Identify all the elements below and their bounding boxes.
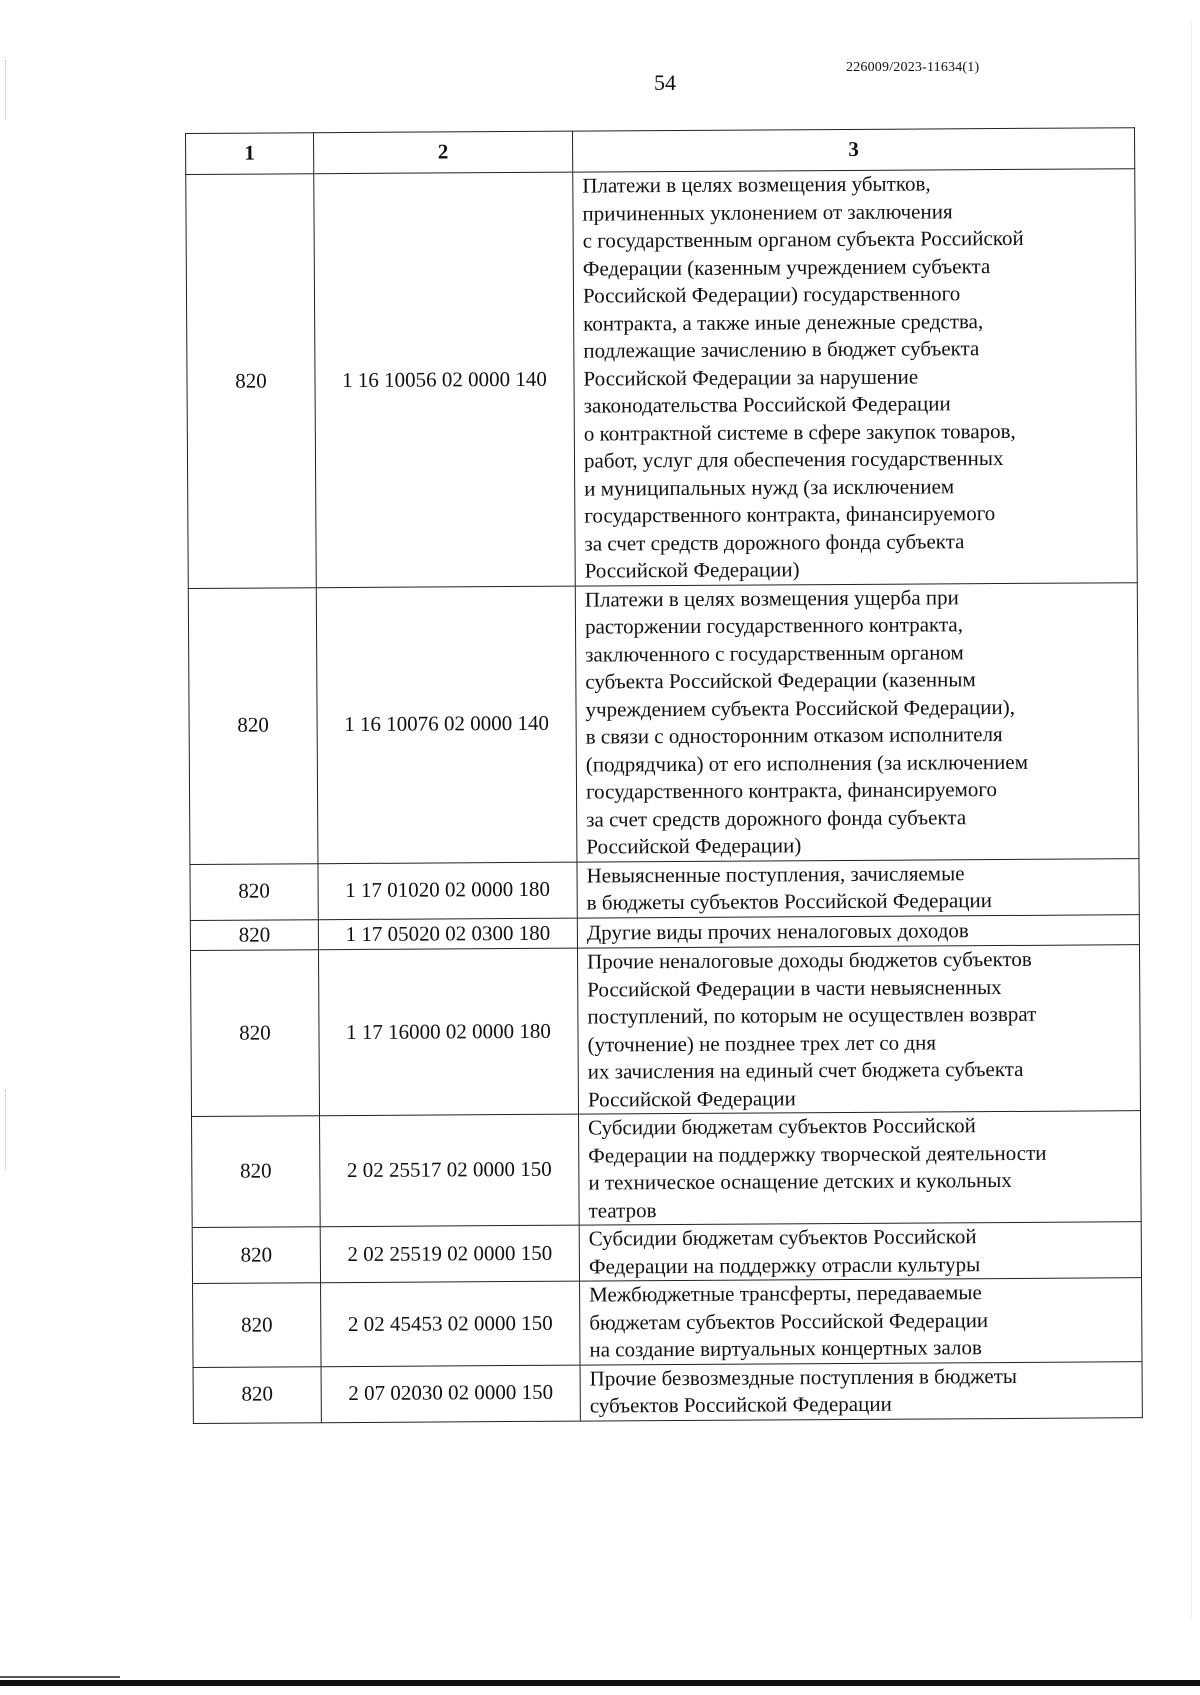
description-line: в бюджеты субъектов Российской Федерации [586,888,993,915]
description-line: и техническое оснащение детских и кукольных [588,1167,1012,1195]
description-line: их зачисления на единый счет бюджета субъекта [587,1056,1024,1084]
budget-classification-code-cell: 2 02 25517 02 0000 150 [320,1114,580,1227]
table-header-row [186,128,1135,175]
description-line: с государственным органом субъекта Российской [582,225,1024,253]
description-line: театров [588,1197,657,1223]
description-line: Российской Федерации за нарушение [583,364,919,391]
page-number: 54 [654,70,676,95]
budget-classification-code-cell: 1 16 10056 02 0000 140 [314,172,576,587]
revenue-description-cell [577,858,1139,917]
revenue-description-cell [580,1278,1142,1365]
description-line: работ, услуг для обеспечения государственных [583,446,1004,473]
table-row [186,169,1138,588]
revenue-description-cell [573,169,1138,586]
table-row [190,945,1140,1117]
description-line: Федерации на поддержку отрасли культуры [588,1251,981,1279]
description-line: Российской Федерации) государственного [582,281,961,308]
scan-bottom-mark [0,1676,120,1678]
description-line: Субсидии бюджетам субъектов Российской [588,1113,976,1140]
table-row [193,1278,1142,1367]
revenue-description-cell [577,945,1140,1114]
table-row [193,1361,1142,1423]
column-header-3: 3 [572,128,1134,172]
budget-classification-code-cell: 1 17 16000 02 0000 180 [318,948,578,1116]
admin-code-cell: 820 [186,174,317,588]
budget-classification-code-cell: 1 17 01020 02 0000 180 [318,862,577,920]
description-line: Российской Федерации) [584,557,800,583]
description-line: (подрядчика) от его исполнения (за исключением [585,749,1029,777]
description-line: законодательства Российской Федерации [583,391,951,418]
description-line: Российской Федерации [587,1085,796,1112]
description-line: государственного контракта, финансируемого [584,501,996,528]
revenue-description-cell [575,582,1139,861]
description-line: Межбюджетные трансферты, передаваемые [589,1280,982,1307]
scan-margin-mark [5,60,8,120]
admin-code-cell: 820 [190,863,318,920]
revenue-description-cell [577,914,1139,948]
description-line: бюджетам субъектов Российской Федерации [589,1307,989,1335]
description-line: Прочие неналоговые доходы бюджетов субъектов [586,946,1032,974]
description-line: Российской Федерации) [586,833,802,859]
description-line: на создание виртуальных концертных залов [589,1335,982,1362]
description-line: Федерации (казенным учреждением субъекта [582,253,991,281]
table-row [192,1111,1142,1228]
scan-margin-mark [5,1090,8,1170]
description-line: Субсидии бюджетам субъектов Российской [588,1224,977,1251]
revenue-codes-table [185,127,1143,1423]
description-line: и муниципальных нужд (за исключением [584,473,955,501]
description-line: о контрактной системе в сфере закупок товаров, [583,418,1016,446]
description-line: (уточнение) не позднее трех лет со дня [587,1029,937,1057]
scan-bottom-border [0,1680,1200,1686]
description-line: государственного контракта, финансируемого [585,777,998,804]
budget-classification-code-cell: 1 16 10076 02 0000 140 [316,586,577,864]
description-line: причиненных уклонением от заключения [582,198,953,226]
revenue-description-cell [580,1361,1142,1420]
admin-code-cell: 820 [192,1227,320,1284]
description-line: поступлений, по которым не осуществлен возврат [587,1001,1037,1029]
column-header-1: 1 [186,133,314,175]
description-line: за счет средств дорожного фонда субъекта [584,528,965,556]
table-row [188,582,1139,864]
description-line: Платежи в целях возмещения убытков, [582,171,931,198]
description-line: учреждением субъекта Российской Федерации), [585,694,1016,722]
description-line: Федерации на поддержку творческой деятельности [588,1140,1047,1168]
description-line: заключенного с государственным органом [585,639,964,667]
description-line: подлежащие зачислению в бюджет субъекта [583,336,980,363]
description-line: Российской Федерации в части невыясненных [587,974,1002,1002]
description-line: Прочие безвозмездные поступления в бюджеты [589,1363,1018,1391]
description-line: Платежи в целях возмещения ущерба при [584,584,959,612]
admin-code-cell: 820 [193,1366,321,1423]
admin-code-cell: 820 [188,587,318,864]
table-body [186,169,1143,1423]
description-line: за счет средств дорожного фонда субъекта [586,804,967,832]
column-header-2: 2 [314,131,573,174]
scan-edge-line [1191,20,1192,1620]
admin-code-cell: 820 [192,1116,321,1228]
table-row [190,858,1139,920]
admin-code-cell: 820 [190,919,318,950]
budget-classification-code-cell: 2 02 45453 02 0000 150 [321,1281,581,1366]
admin-code-cell: 820 [190,950,319,1117]
admin-code-cell: 820 [193,1283,322,1367]
revenue-description-cell [579,1111,1142,1225]
description-line: контракта, а также иные денежные средства, [583,308,984,336]
revenue-description-cell [579,1222,1141,1281]
description-line: расторжении государственного контракта, [584,612,963,639]
description-line: в связи с односторонним отказом исполнителя [585,722,1003,749]
description-line: Невыясненные поступления, зачисляемые [586,860,965,888]
budget-classification-code-cell: 2 02 25519 02 0000 150 [320,1225,579,1283]
table-row [192,1222,1141,1284]
document-registration-number: 226009/2023-11634(1) [846,60,980,75]
description-line: субъекта Российской Федерации (казенным [585,667,976,694]
description-line: субъектов Российской Федерации [589,1391,892,1418]
description-line: Другие виды прочих неналоговых доходов [586,917,969,945]
budget-classification-code-cell: 2 07 02030 02 0000 150 [321,1365,580,1423]
budget-classification-code-cell: 1 17 05020 02 0300 180 [318,918,577,950]
